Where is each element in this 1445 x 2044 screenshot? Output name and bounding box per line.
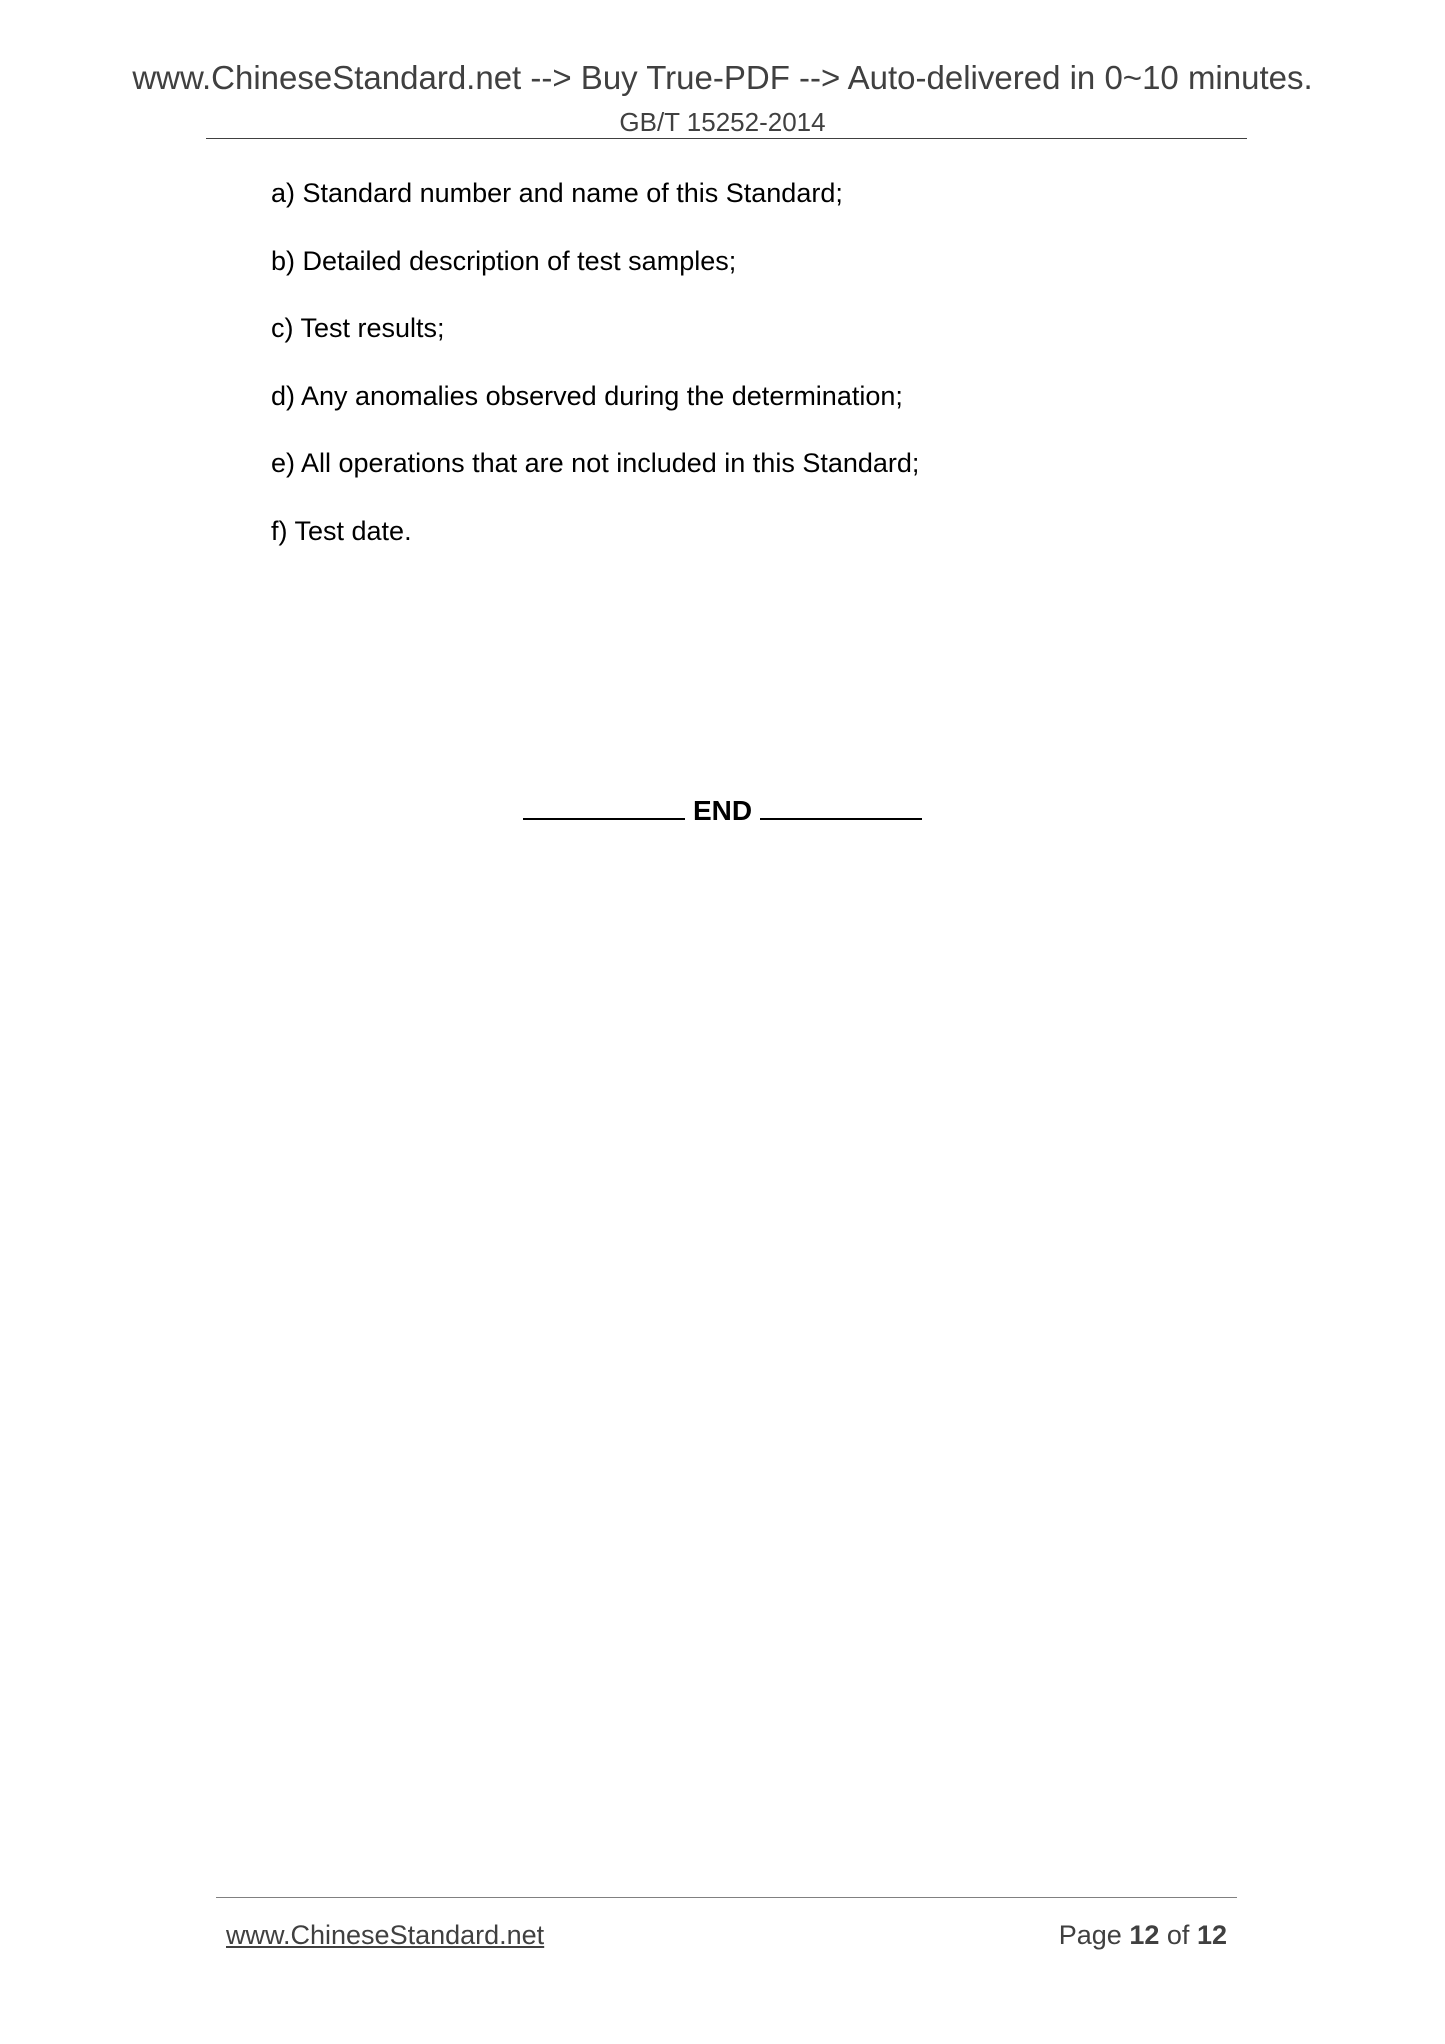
- list-item: d) Any anomalies observed during the determination;: [271, 380, 903, 411]
- list-item: f) Test date.: [271, 515, 412, 546]
- of-word: of: [1166, 1920, 1190, 1950]
- end-rule-left: [523, 794, 685, 820]
- end-marker: [0, 794, 1445, 828]
- end-rule-right: [760, 794, 922, 820]
- header-banner: www.ChineseStandard.net --> Buy True-PDF --> Auto-delivered in 0~10 minutes.: [132, 59, 1313, 96]
- list-item: a) Standard number and name of this Standard;: [271, 178, 843, 208]
- list-item: b) Detailed description of test samples;: [271, 245, 737, 276]
- end-marker-label: END: [692, 795, 753, 826]
- page-indicator: [1059, 1918, 1227, 1952]
- header-divider: [206, 138, 1247, 139]
- list-item: c) Test results;: [271, 313, 445, 344]
- footer-divider: [216, 1897, 1237, 1898]
- header-doc-number: GB/T 15252-2014: [619, 107, 826, 137]
- test-report-items-list: [271, 176, 919, 582]
- total-pages-number: 12: [1196, 1920, 1227, 1950]
- footer-site-link[interactable]: www.ChineseStandard.net: [226, 1920, 545, 1950]
- current-page-number: 12: [1129, 1920, 1160, 1950]
- list-item: e) All operations that are not included in this Standard;: [271, 448, 920, 479]
- page-word: Page: [1058, 1920, 1122, 1950]
